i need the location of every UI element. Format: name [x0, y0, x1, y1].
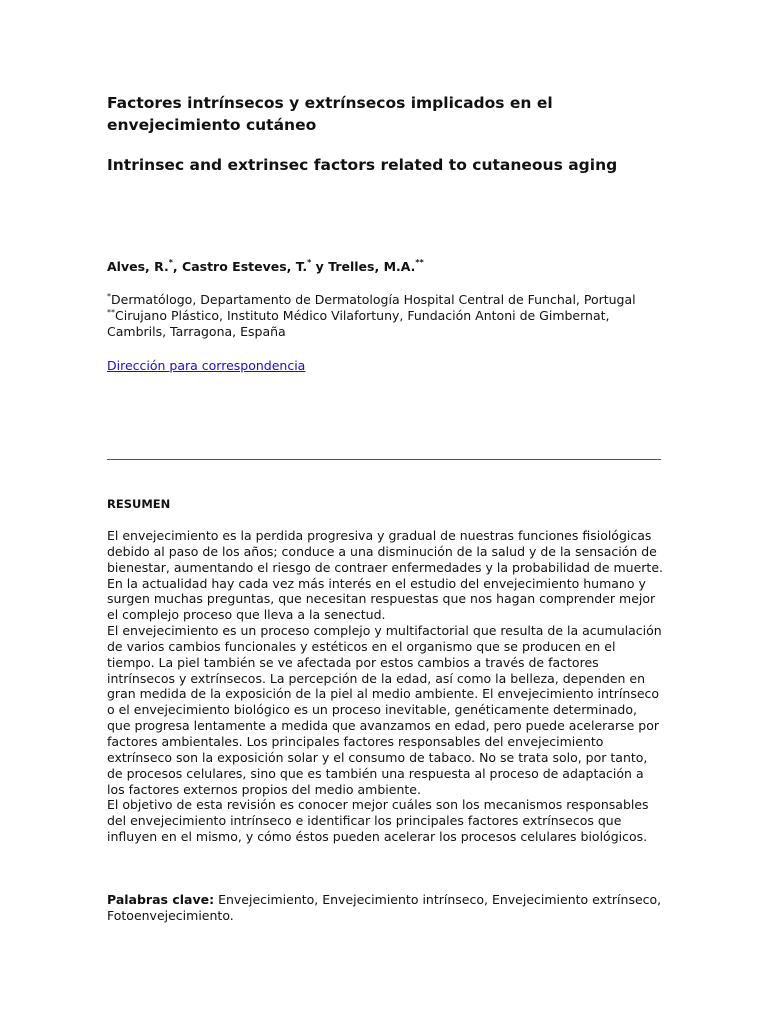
affiliation-line: Cambrils, Tarragona, España — [107, 324, 286, 339]
affiliation-mark: ** — [107, 308, 115, 317]
affiliation-line — [107, 308, 663, 324]
affiliation-text: Cirujano Plástico, Instituto Médico Vilafortuny, Fundación Antoni de Gimbernat, — [115, 308, 610, 323]
author-mark: ** — [415, 258, 424, 267]
keywords — [107, 892, 663, 924]
affiliation-text: Dermatólogo, Departamento de Dermatología Hospital Central de Funchal, Portugal — [111, 292, 636, 307]
author-name: Castro Esteves, T. — [182, 259, 308, 274]
abstract-paragraph: El objetivo de esta revisión es conocer mejor cuáles son los mecanismos responsables del envejecimiento intrínseco e identificar los principales factores extrínsecos que influyen en el mismo, y cómo éstos pueden acelerar los procesos celulares biológicos. — [107, 797, 649, 845]
author-mark: * — [307, 258, 312, 267]
keywords-text: Envejecimiento, Envejecimiento intrínseco, Envejecimiento extrínseco, Fotoenvejecimiento. — [107, 892, 662, 923]
author-mark: * — [168, 258, 173, 267]
title-english: Intrinsec and extrinsec factors related to cutaneous aging — [107, 156, 618, 174]
affiliation-mark: * — [107, 292, 111, 301]
abstract-paragraph: El envejecimiento es la perdida progresiva y gradual de nuestras funciones fisiológicas debido al paso de los años; conduce a una disminución de la salud y de la sensación de bienestar, aumentando el riesgo de contraer enfermedades y la probabilidad de muerte. — [107, 528, 663, 575]
abstract-heading: RESUMEN — [107, 497, 171, 511]
author-separator: y — [311, 259, 329, 274]
author-name: Alves, R. — [107, 259, 169, 274]
abstract-paragraph: El envejecimiento es un proceso complejo y multifactorial que resulta de la acumulación de varios cambios funcionales y estéticos en el organismo que se producen en el tiempo. La piel también se ve afectada por estos cambios a través de factores intrínsecos y extrínsecos. La percepción de la edad, así como la belleza, dependen en gran medida de la exposición de la piel al medio ambiente. El envejecimiento intrínseco o el envejecimiento biológico es un proceso inevitable, genéticamente determinado, que progresa lentamente a medida que avanzamos en edad, pero puede acelerarse por factores ambientales. Los principales factores responsables del envejecimiento extrínseco son la exposición solar y el consumo de tabaco. No se trata solo, por tanto, de procesos celulares, sino que es también una respuesta al proceso de adaptación a los factores externos propios del medio ambiente. — [107, 623, 662, 797]
section-divider — [107, 459, 661, 460]
affiliation-line — [107, 292, 663, 308]
author-name: Trelles, M.A. — [328, 259, 416, 274]
abstract-paragraph: En la actualidad hay cada vez más interés en el estudio del envejecimiento humano y surgen muchas preguntas, que necesitan respuestas que nos hagan comprender mejor el complejo proceso que lleva a la senectud. — [107, 575, 656, 623]
correspondence-link[interactable]: Dirección para correspondencia — [107, 358, 306, 373]
title-spanish: Factores intrínsecos y extrínsecos implicados en el envejecimiento cutáneo — [107, 94, 553, 134]
author-separator: , — [172, 259, 183, 274]
author-list — [107, 258, 424, 276]
affiliations — [107, 292, 663, 340]
abstract-body — [107, 528, 663, 845]
keywords-label: Palabras clave: — [107, 892, 215, 907]
